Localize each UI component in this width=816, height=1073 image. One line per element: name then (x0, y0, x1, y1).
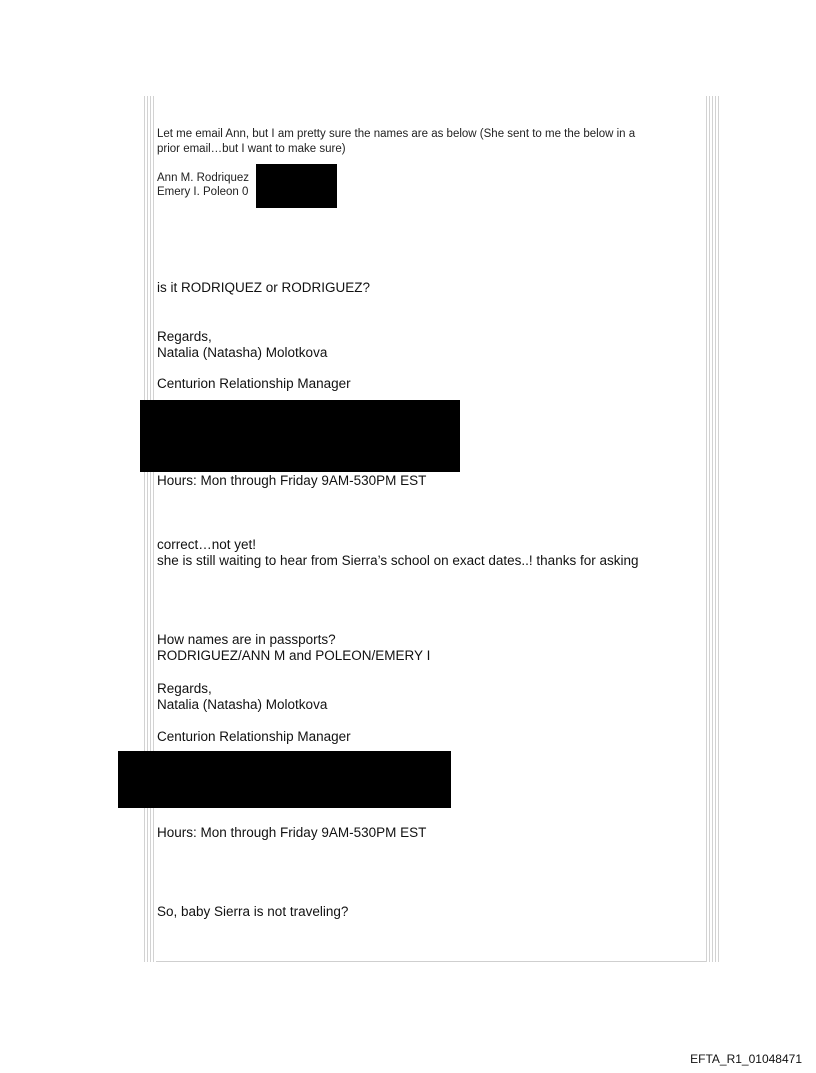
redaction-box-2 (140, 400, 460, 472)
message-2-hours: Hours: Mon through Friday 9AM-530PM EST (157, 473, 427, 488)
message-3-line-1: correct…not yet! (157, 537, 257, 552)
message-5-line-1: So, baby Sierra is not traveling? (157, 904, 349, 919)
message-1-line-1: Let me email Ann, but I am pretty sure the names are as below (She sent to me the below in a (157, 128, 636, 140)
message-2-sender-name: Natalia (Natasha) Molotkova (157, 345, 328, 360)
redaction-box-1 (256, 164, 337, 208)
message-4-sender-role: Centurion Relationship Manager (157, 729, 351, 744)
message-1-name-ann: Ann M. Rodriquez (157, 172, 250, 184)
message-4-sender-name: Natalia (Natasha) Molotkova (157, 697, 328, 712)
left-margin-rule (144, 96, 156, 962)
document-id: EFTA_R1_01048471 (690, 1052, 802, 1066)
message-4-hours: Hours: Mon through Friday 9AM-530PM EST (157, 825, 427, 840)
redaction-box-3 (118, 751, 451, 808)
message-1-line-2: prior email…but I want to make sure) (157, 143, 346, 155)
message-3-line-2: she is still waiting to hear from Sierra’s school on exact dates..! thanks for asking (157, 553, 639, 568)
right-margin-rule (706, 96, 720, 962)
message-4-regards: Regards, (157, 681, 212, 696)
message-4-line-2: RODRIGUEZ/ANN M and POLEON/EMERY I (157, 648, 431, 663)
message-1-name-emery: Emery I. Poleon 0 (157, 186, 249, 198)
message-2-sender-role: Centurion Relationship Manager (157, 376, 351, 391)
message-2-regards: Regards, (157, 329, 212, 344)
message-2-question: is it RODRIQUEZ or RODRIGUEZ? (157, 280, 371, 295)
message-4-line-1: How names are in passports? (157, 632, 336, 647)
